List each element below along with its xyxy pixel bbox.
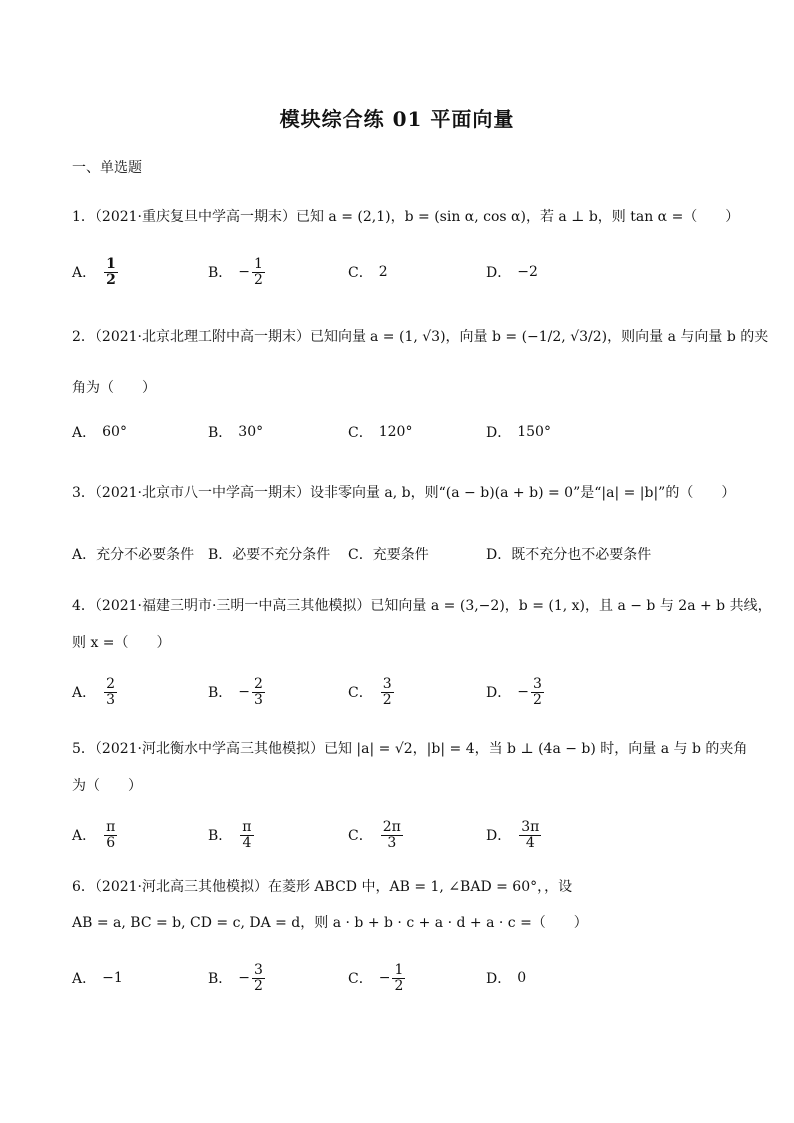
option-d[interactable]: D．既不充分也不必要条件 [486,547,652,563]
option-a[interactable]: A． $\frac{\pi}{6}$ [72,818,116,851]
question-6-stem-cont: AB = a, BC = b, CD = c, DA = d，则 a · b + b · c + a · d + a · c =（ ） [72,915,588,931]
question-3-stem: 3．（2021·北京市八一中学高一期末）设非零向量 a, b，则“(a − b)(a + b) = 0”是“|a| = |b|”的（ ） [72,485,736,501]
page-title: 模块综合练 01 平面向量 [279,107,515,131]
option-d[interactable]: D． 0 [486,970,527,987]
question-5-stem-cont: 为（ ） [72,778,142,794]
question-2-stem-cont: 角为（ ） [72,380,156,396]
question-3-options [72,534,722,574]
option-d[interactable]: D． 150° [486,424,551,441]
fraction: $\frac{2}{3}$ [254,675,263,708]
option-b[interactable]: B． − $\frac{2}{3}$ [208,675,263,708]
option-c[interactable]: C．充要条件 [348,547,429,563]
option-a[interactable]: A． $\frac{1}{2}$ [72,255,116,288]
question-2-stem: 2．（2021·北京北理工附中高一期末）已知向量 a = (1, √3)，向量 b = (−1/2, √3/2)，则向量 a 与向量 b 的夹 [72,329,769,345]
option-a[interactable]: A．充分不必要条件 [72,547,195,563]
question-4-stem: 4．（2021·福建三明市·三明一中高三其他模拟）已知向量 a = (3,−2)，b = (1, x)，且 a − b 与 2a + b 共线， [72,598,772,614]
fraction: $\frac{3}{2}$ [254,961,263,994]
question-6-options [72,958,722,998]
fraction: $\frac{3\pi}{4}$ [521,818,540,851]
question-4-options [72,672,722,712]
fraction: $\frac{2}{3}$ [106,675,116,708]
question-1-stem [72,206,739,226]
option-c[interactable]: C． − $\frac{1}{2}$ [348,961,404,994]
option-a[interactable]: A． 60° [72,424,127,441]
option-d[interactable]: D． − $\frac{3}{2}$ [486,675,542,708]
option-b[interactable]: B． − $\frac{1}{2}$ [208,255,263,288]
fraction: $\frac{3}{2}$ [382,675,392,708]
option-d[interactable]: D． −2 [486,264,538,281]
option-b[interactable]: B．必要不充分条件 [208,547,331,563]
question-5-stem: 5．（2021·河北衡水中学高三其他模拟）已知 |a| = √2，|b| = 4，当 b ⊥ (4a − b) 时，向量 a 与 b 的夹角 [72,741,748,757]
fraction: $\frac{3}{2}$ [532,675,542,708]
option-b[interactable]: B． $\frac{\pi}{4}$ [208,818,252,851]
question-1-text: 1．（2021·重庆复旦中学高一期末）已知 a = (2,1)，b = (sin α, cos α)，若 a ⊥ b，则 tan α =（ ） [72,209,740,225]
question-2-options [72,412,722,452]
question-5-options [72,815,722,855]
fraction: $\frac{2\pi}{3}$ [382,818,401,851]
option-b[interactable]: B． 30° [208,424,264,441]
question-1-options [72,252,722,292]
option-d[interactable]: D． $\frac{3\pi}{4}$ [486,818,540,851]
fraction: $\frac{1}{2}$ [106,255,116,288]
option-c[interactable]: C． $\frac{3}{2}$ [348,675,392,708]
fraction: $\frac{\pi}{4}$ [242,818,252,851]
section-heading: 一、单选题 [72,160,142,176]
option-b[interactable]: B． − $\frac{3}{2}$ [208,961,263,994]
option-c[interactable]: C． 2 [348,264,388,281]
question-6-stem: 6．（2021·河北高三其他模拟）在菱形 ABCD 中，AB = 1, ∠BAD = 60°，，设 [72,879,573,895]
fraction: $\frac{1}{2}$ [394,961,404,994]
fraction: $\frac{1}{2}$ [254,255,263,288]
option-a[interactable]: A． $\frac{2}{3}$ [72,675,116,708]
option-a[interactable]: A． −1 [72,970,123,987]
option-c[interactable]: C． 120° [348,424,413,441]
option-c[interactable]: C． $\frac{2\pi}{3}$ [348,818,401,851]
question-4-stem-cont: 则 x =（ ） [72,635,171,651]
fraction: $\frac{\pi}{6}$ [106,818,116,851]
